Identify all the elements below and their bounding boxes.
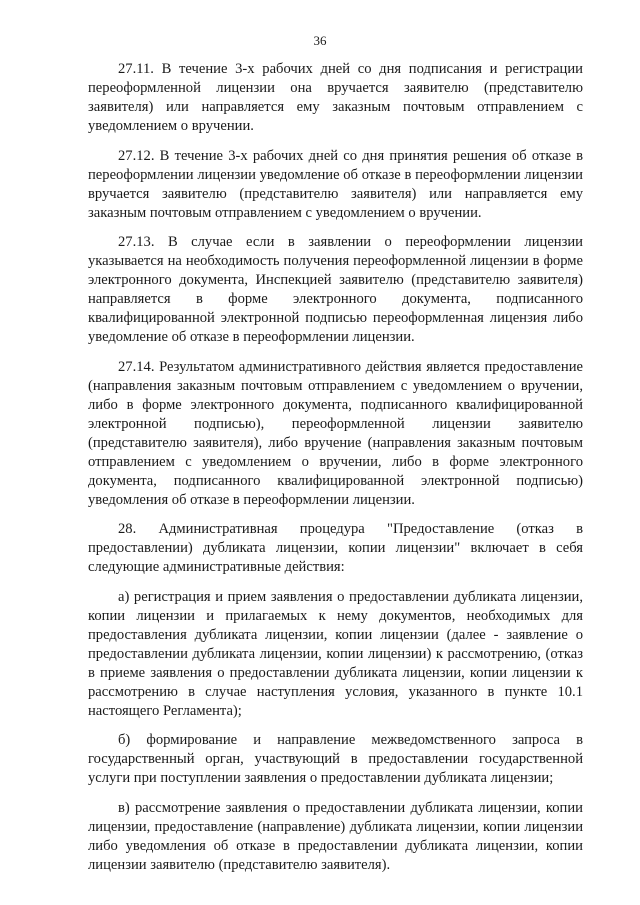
paragraph-27-12: 27.12. В течение 3-х рабочих дней со дня принятия решения об отказе в переоформлении лицензии уведомление об отказе в переоформлении лицензии вручается заявителю (представителю заявителя) или направляется ему заказным почтовым отправлением с уведомлением о вручении. [88,147,583,221]
paragraph-27-11: 27.11. В течение 3-х рабочих дней со дня подписания и регистрации переоформленной лицензии она вручается заявителю (представителю заявителя) или направляется ему заказным почтовым отправлением с уведомлением о вручении. [88,61,583,134]
paragraph-28: 28. Административная процедура "Предоставление (отказ в предоставлении) дубликата лицензии, копии лицензии" включает в себя следующие административные действия: [88,521,583,575]
document-body [88,60,583,885]
paragraph-27-13: 27.13. В случае если в заявлении о переоформлении лицензии указывается на необходимость получения переоформленной лицензии в форме электронного документа, Инспекцией заявителю (представителю заявителя) направляется в форме электронного документа, подписанного квалифицированной электронной подписью переоформленная лицензия либо уведомление об отказе в переоформлении лицензии. [88,234,583,345]
paragraph-28-b: б) формирование и направление межведомственного запроса в государственный орган, участвующий в предоставлении государственной услуги при поступлении заявления о предоставлении дубликата лицензии; [88,732,583,786]
paragraph-28-a: а) регистрация и прием заявления о предоставлении дубликата лицензии, копии лицензии и прилагаемых к нему документов, необходимых для предоставления дубликата лицензии, копии лицензии (далее - заявление о предоставлении дубликата лицензии, копии лицензии) к рассмотрению, (отказ в приеме заявления о предоставлении дубликата лицензии, копии лицензии к рассмотрению в случае наступления условия, указанного в пункте 10.1 настоящего Регламента); [88,588,583,719]
paragraph-27-14: 27.14. Результатом административного действия является предоставление (направления заказным почтовым отправлением с уведомлением о вручении, либо в форме электронного документа, подписанного квалифицированной электронной подписью), переоформленной лицензии заявителю (представителю заявителя), либо вручение (направления заказным почтовым отправлением с уведомлением о вручении, либо в форме электронного документа, подписанного квалифицированной электронной подписью) уведомления об отказе в переоформлении лицензии. [88,358,583,508]
paragraph-28-v: в) рассмотрение заявления о предоставлении дубликата лицензии, копии лицензии, предоставление (направление) дубликата лицензии, копии лицензии либо уведомления об отказе в предоставлении дубликата лицензии, копии лицензии заявителю (представителю заявителя). [88,799,583,873]
page-number: 36 [313,33,327,48]
